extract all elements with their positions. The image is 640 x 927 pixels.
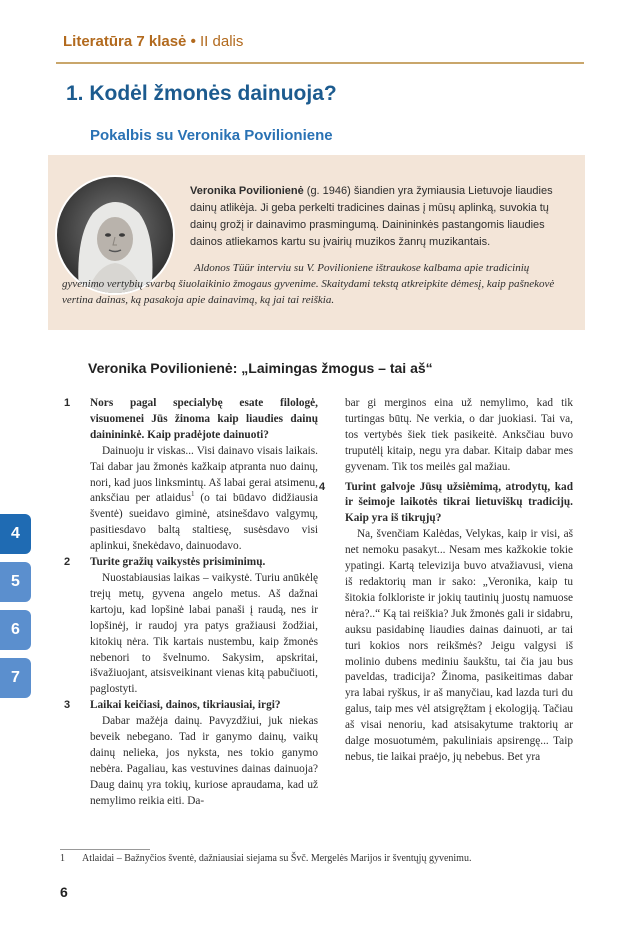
answer-2: Nuostabiausias laikas – vaikystė. Turiu anūkėlę trejų metų, gyvena angelo metus. Aš dažnai kartoju, kad lopšinė labai panaši į raudą, nes ir lopšinėj, ir raudoj yra patys gražiausi žodžiai, kitokių nėra. Tik kartais nustembu, kaip žmonės nebenori to švelnumo. Sakysim, apskritai, išvažiuojant, atsisveikinant vienas kitą pabučiuoti, paglostyti. <box>90 571 318 696</box>
page-number: 6 <box>60 884 68 900</box>
chapter-tab-6[interactable]: 6 <box>0 610 31 650</box>
question-1: 1 Nors pagal specialybę esate filologė, visuomenei Jūs žinoma kaip liaudies dainų dainininkė. Kaip pradėjote dainuoti? <box>64 397 318 441</box>
question-3: 3 Laikai keičiasi, dainos, tikriausiai, irgi? <box>64 699 281 712</box>
intro-paragraph: Veronika Povilionienė (g. 1946) šiandien yra žymiausia Lietuvoje liaudies dainų atlikėja. Ji geba perkelti tradicines dainas į mūsų aplinką, suvokia tų dainų grožį ir dainavimo prasmingumą. Dainininkės pastangomis liaudies dainos atliekamos kartu su įvairių muzikos žanrų muzikantais. <box>190 185 553 248</box>
chapter-tab-5[interactable]: 5 <box>0 562 31 602</box>
right-column <box>319 396 573 766</box>
question-4: 4 Turint galvoje Jūsų užsiėmimą, atrodytų, kad ir šeimoje laikotės tikrai lietuviškų tradicijų. Kaip yra iš tikrųjų? <box>319 480 573 525</box>
subtitle: Pokalbis su Veronika Povilioniene <box>90 127 333 144</box>
chapter-tab-4[interactable]: 4 <box>0 514 31 554</box>
header-rule <box>56 62 584 64</box>
chapter-title: 1. Kodėl žmonės dainuoja? <box>66 82 337 105</box>
chapter-tab-7[interactable]: 7 <box>0 658 31 698</box>
answer-4: Na, švenčiam Kalėdas, Velykas, kaip ir visi, aš net nemoku pasakyt... Nesam mes kažkokie tokie ypatingi. Kartą televizija buvo atvažiavusi, viena iš redaktorių man ir sako: „Veronika, kaip tu šitokia folkloriste ir jokių tautinių juostų namuose nėra?..“ Ką tai reiškia? Juk žmonės gali ir sidabru, auksu pasidabinę liaudies dainas dainuoti, ar tai turi kokios nors reikšmės? Jeigu valgysi iš molinio dubens mediniu šaukštu, tai čia jau bus paveldas, tradicija? Žinoma, pasikeitimas dabar yra labai ryškus, ir aš manyčiau, kad lazda turi du galus, taip mes vėl atsigręžtam į ekologiją. Tačiau aš visai nenoriu, kad atsisakytume traktorių ar dalge mosuotumėm, pakuliniais apsirengę... Taip nebus, tie laikai praėjo, jų nebebus. Bet yra <box>345 528 573 763</box>
answer-1: Dainuoju ir viskas... Visi dainavo visais laikais. Tai dabar jau žmonės kažkaip atpranta nuo dainų, nori, kad juos linksmintų. Aš labai gerai atsimenu, anksčiau per atlaidus$^1$ (o tai būdavo didžiausia šventė) sueidavo giminė, atsinešdavo valgymų, pasitiesdavo baltą staltiesę, susėsdavo visi aplinkui, šnekėdavo, dainuodavo. <box>90 444 318 553</box>
answer-3: Dabar mažėja dainų. Pavyzdžiui, juk niekas beveik nebegano. Tad ir ganymo dainų, vaikų dainų nelieka, jos nyksta, nes tokio ganymo nebėra. Pagaliau, kas vestuvines dainas dainuoja? Daug dainų yra tokių, kuriose apraudama, kad už nemylimo reikia eiti. Da- <box>90 715 318 807</box>
question-2: 2 Turite gražių vaikystės prisiminimų. <box>64 556 266 569</box>
intro-task: Aldonos Tüür interviu su V. Povilioniene ištraukose kalbama apie tradicinių gyvenimo vertybių svarbą šiuolaikinio žmogaus gyvenime. Skaitydami tekstą atkreipkite dėmesį, kaip pašnekovė vertina dainas, ką pasakoja apie dainavimą, ką jai tai reiškia. <box>62 262 555 306</box>
footnote-rule <box>60 849 150 850</box>
answer-3-continued: bar gi merginos eina už nemylimo, kad tik turtingas būtų. Ne verkia, o dar juokiasi. Tai va, tos vertybės šiek tiek pasikeitė. Anksčiau buvo truputėlį kitaip, negu yra dabar. Kitaip dabar mes gyvenam. Tik tos meilės gal mažiau. <box>345 397 573 473</box>
section-title: Veronika Povilionienė: „Laimingas žmogus – tai aš“ <box>88 360 433 376</box>
left-column <box>64 396 318 810</box>
book-title: Literatūra 7 klasė • II dalis <box>63 33 244 50</box>
page-header <box>0 0 640 66</box>
footnote: 1 Atlaidai – Bažnyčios šventė, dažniausiai siejama su Švč. Mergelės Marijos ir šventųjų gyvenimu. <box>60 853 472 864</box>
